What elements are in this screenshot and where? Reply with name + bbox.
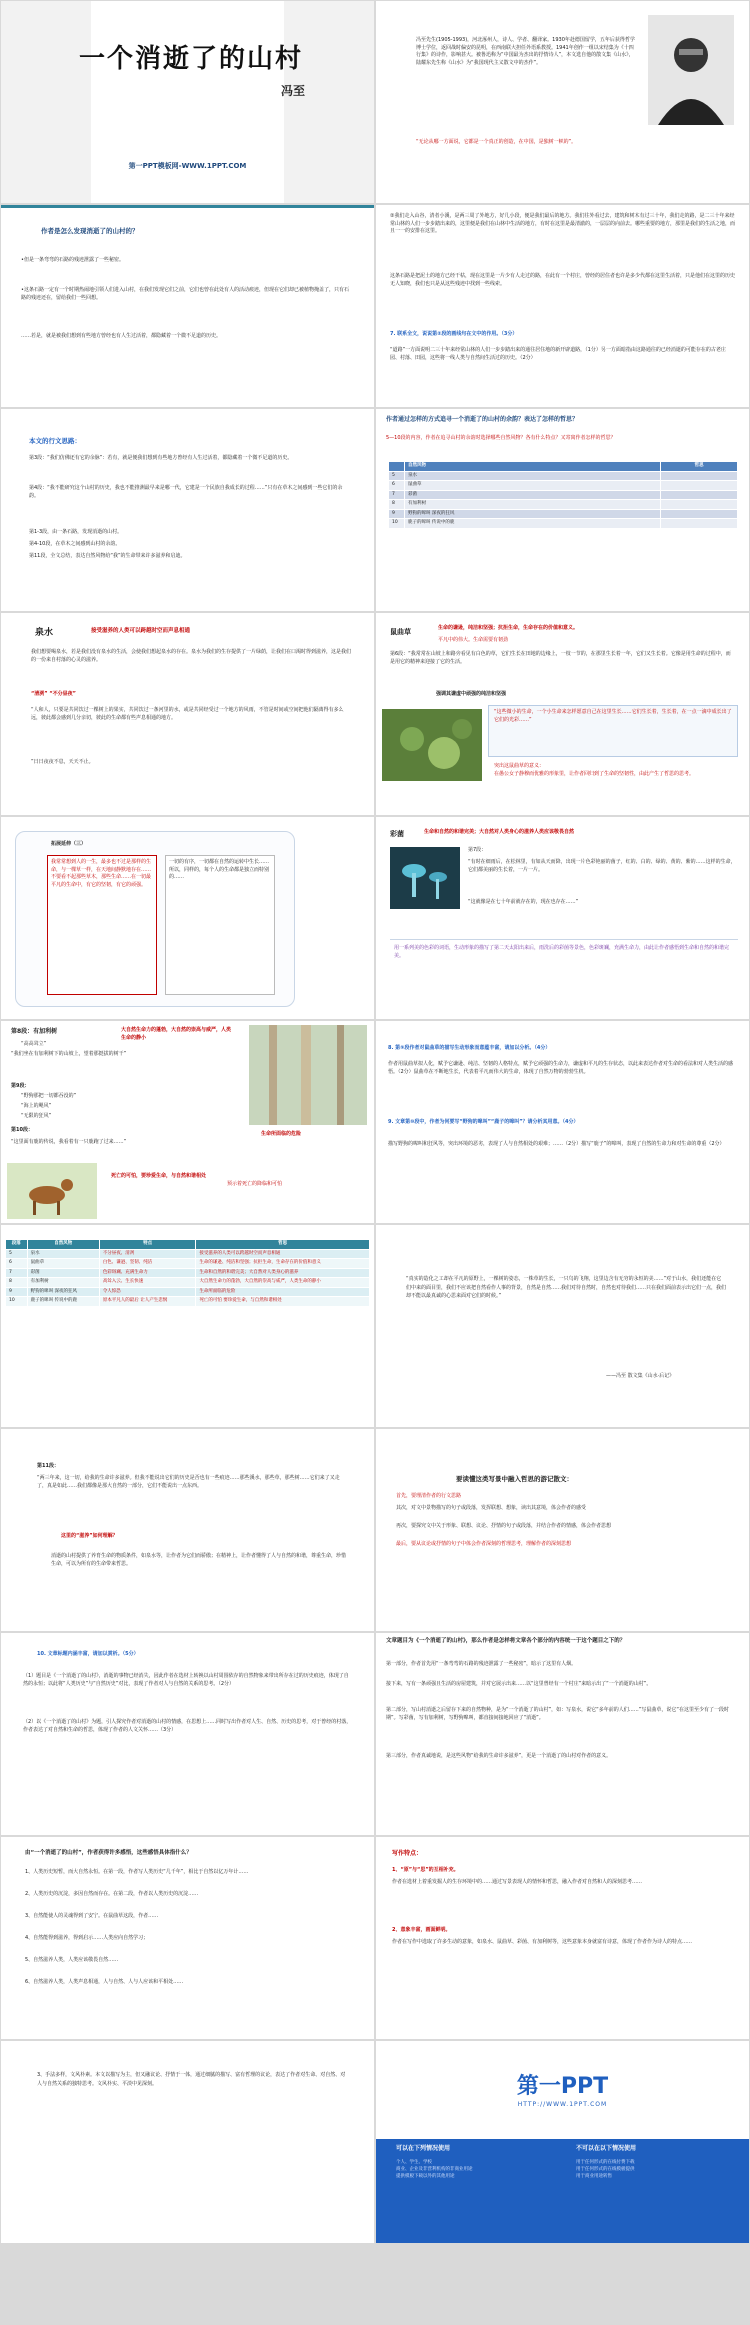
slide-spring bbox=[1, 613, 374, 815]
spring-keywords: “清洌” “不分昼夜” bbox=[31, 691, 76, 697]
slide-philosophy-table bbox=[376, 409, 749, 611]
eucalyptus-label: 第8段：有加利树 bbox=[11, 1028, 58, 1035]
extension-right: 一切的有序，一切都在自然的运转中生长……所以，同样的，每个人的生命都是独立而特别的…… bbox=[169, 859, 270, 880]
cudweed-p3: 强调其谦虚中顽强的纯洁和坚强 bbox=[436, 691, 507, 697]
slide-question-7 bbox=[376, 205, 749, 407]
question-10: 10. 文章标题内涵丰富，请加以赏析。（5分） bbox=[37, 1651, 139, 1657]
slide5-p5: 第11段，全文总结，表达自然风物给“我”的生命带来许多滋养和启迪。 bbox=[29, 553, 186, 559]
nourishment-question: 这里的“滋养”如何理解？ bbox=[61, 1533, 118, 1539]
table-row: 有加利树 bbox=[405, 500, 661, 510]
eucalyptus-q5: “无限的狂风” bbox=[21, 1113, 52, 1119]
style-text: 3、手法多样，文风朴素。本文以描写为主，但又融议论、抒情于一体，通过细腻的描写、富有哲理的议论，表达了作者对生命、对自然、对人与自然关系的独特思考。文风朴实、平淡中见深刻。 bbox=[37, 2072, 346, 2087]
slide-afterword-quote bbox=[376, 1225, 749, 1427]
table-row: 鹿子的嗥叫 传说中的鹿 bbox=[405, 519, 661, 529]
slide-author-intro bbox=[376, 1, 749, 203]
nature-table: 自然风物 哲思 5 泉水 6 鼠曲草 7 彩菌 8 有加利树 9 野狗的嗥叫 深夜的狂风 10 鹿子的嗥叫 传说中的鹿 bbox=[388, 461, 738, 529]
nourishment-answer: 消逝的山村提供了养育生命的物质条件，如泉水等，让作者为它们而骄傲；在精神上，让作者懂得了人与自然的和谐，尊重生命，珍惜生命，可以为所有的生命带来哲思。 bbox=[51, 1553, 347, 1567]
author-portrait bbox=[648, 15, 734, 125]
mushroom-photo bbox=[390, 847, 460, 909]
eucalyptus-q1: “高高耸立” bbox=[21, 1041, 47, 1047]
title-background bbox=[1, 1, 374, 203]
feature-2-text: 作者在写作中选取了许多生动的意象，如泉水、鼠曲草、彩菌、有加利树等，这些意象本身就富有诗意，体现了作者作为诗人的特点…… bbox=[392, 1939, 693, 1945]
cudweed-note: 突出这鼠曲草的意义： 在愚公女子静穆而优雅的形象里，让作者回归到了生命的坚韧性，由此产生了哲思的思考。 bbox=[494, 763, 695, 777]
answer-9: 描写野狗的嗥叫和狂风等，突出环境的恶劣，表现了人与自然相处的艰难；……（2分）描写“鹿子”的嗥叫，表现了自然的生命力和对生命的尊重（2分） bbox=[388, 1141, 725, 1147]
slide6-title: 作者通过怎样的方式追寻一个消逝了的山村的余韵？表达了怎样的哲思？ bbox=[386, 416, 579, 423]
summary-table bbox=[5, 1239, 370, 1307]
mushroom-p2: “有时在细雨后，在松林里，有如从天而降，出现一片色彩艳丽的菌子，红的、白的、绿的、黄的、紫的……这样的生命，它们都美丽的生长着，一片一片。 bbox=[468, 859, 736, 873]
table-row: 鼠曲草 bbox=[405, 481, 661, 491]
slide4-p2: 这条石路是把泥土的地方已经干枯，现在这里是一片少有人走过的路，在此有一个村庄，曾经的居住者也许是多少代都在这里生活着，只是他们在这里的历史无人知晓，我们也只是从这些残迹中找到一些线索。 bbox=[390, 273, 736, 287]
slide-structure bbox=[1, 409, 374, 611]
slide-questions-8-9 bbox=[376, 1021, 749, 1223]
slide-nourishment bbox=[1, 1429, 374, 1631]
slide-mushroom bbox=[376, 817, 749, 1019]
title-unity-p1: 第一部分，作者首先用“一条弯弯的石路的残迹泄露了一些秘密”，暗示了这里有人烟。 bbox=[386, 1661, 577, 1667]
cudweed-quote: “这些微小的生命，一个小生命来怎样愿意自己在这里生长……它们生长着，生长着，在一点一滴中成长出了它们的光彩……” bbox=[494, 709, 732, 723]
title-unity-p2: 接下来，写有一条顽强且生活的房屋建筑，并对它展示出来……以“这里曾经有一个村庄”来暗示出了“一个消逝的山村”。 bbox=[386, 1681, 652, 1687]
eucalyptus-banner: 大自然生命力的蓬勃，大自然的崇高与威严，人类生命的静小 bbox=[121, 1027, 232, 1041]
paragraph-9-label: 第9段： bbox=[11, 1083, 30, 1089]
allowed-heading: 可以在下列情况使用 bbox=[396, 2145, 451, 2152]
title-unity-p4: 第三部分，作者真诚地说，是这些风物“给我的生命许多滋养”，更是一个消逝了的山村对作者的意义。 bbox=[386, 1753, 612, 1759]
author-quote: “无论从哪一方面说，它都是一个真正的创造，在中国，是独树一帜的”。 bbox=[416, 139, 577, 145]
paragraph-10-label: 第10段： bbox=[11, 1127, 33, 1133]
title-unity-question: 文章题目为《一个消逝了的山村》，那么作者是怎样将文章各个部分的内容统一于这个题目之下的？ bbox=[386, 1638, 626, 1644]
slide-reading-method bbox=[376, 1429, 749, 1631]
method-item-3: 再次，要探究文中关于形象、联想、议论、抒情的句子或段落，并结合作者的情感，体会作者思想 bbox=[396, 1523, 612, 1529]
danger-note: 生命所面临的危险 bbox=[261, 1131, 302, 1137]
features-title: 写作特点： bbox=[392, 1850, 423, 1857]
table-row: 5 泉水 不分昼夜、清冽 接受滋养的人类可以跨越时空而声息相通 bbox=[6, 1249, 370, 1259]
insights-title: 由“一个消逝了的山村”，作者获得许多感悟，这些感悟具体指什么？ bbox=[25, 1850, 192, 1856]
extension-left: 我常常想到人的一生，最多也不过是那样的生命，与一棵草一样，在天地间静默地存在……不要看不起那些草木，那些生命……在一切最平凡的生命中，有它的坚韧，有它的顽强。 bbox=[51, 859, 152, 888]
list-item: 商业、企业及非营利机构的非商业用途 bbox=[396, 2167, 473, 2173]
slide-template-info bbox=[376, 2041, 749, 2243]
answer-10-part1: （1）题目是《一个消逝了的山村》，消逝的事物已经消失，因此作者在选材上转换以山村周围依存的自然物象来带出所存在过的历史痕迹，体现了自然的永恒；以此将“人类历史”与“自然历史”对比，表现了作者对人与自然的关系的思考。（2分） bbox=[23, 1673, 349, 1687]
slide5-p2: 第4段：“我不能研究这个山村的历史，我也不能推测最早来是哪一代，它建是一个民族自我成长的过程……”只有在草木之间感到一些它们的余韵。 bbox=[29, 485, 343, 499]
summary-header-philosophy: 哲思 bbox=[196, 1240, 370, 1250]
table-row: 野狗的嗥叫 深夜的狂风 bbox=[405, 509, 661, 519]
deer-photo bbox=[7, 1163, 97, 1219]
slide3-p2: •这条石路一定有一个时期热闹地引领人们进入山村，在我们发现它们之前，它们也曾在此处有人的活动痕迹，但现在它们却已被植物掩盖了，只有石路的残迹还在，留给我们一些回想。 bbox=[21, 287, 349, 301]
method-item-1: 首先，要理清作者的行文思路 bbox=[396, 1493, 462, 1499]
cudweed-banner: 生命的谦逊，纯洁和坚强；抗拒生命，生命存在的价值和意义。 bbox=[438, 625, 579, 631]
table-row: 9 野狗的嗥叫 深夜的狂风 令人惊恐 生命所面临的危险 bbox=[6, 1287, 370, 1297]
slide3-p3: ……若是，就是被我们想到有些地方曾经也有人生过活着，都隐藏着一个微不足道的历史。 bbox=[21, 333, 222, 339]
feature-1-text: 作者在选材上着重发掘人的生存环境中的……通过写景表现人的情怀和哲思，融入作者对自然和人的深刻思考…… bbox=[392, 1879, 643, 1885]
eucalyptus-photo bbox=[249, 1025, 367, 1125]
answer-7: “道路”一方面说明二三十年来经常山林的人们一步步踏出来的通往居住地的新开辟道路，（1分）另一方面暗指由这路通往的已经消逝的可能存在的古老庄园、村落、田园，这些将一线人类与自然间生活过的历史。（2分） bbox=[390, 347, 726, 361]
feature-1-heading: 1、“原”与“思”的互相补充。 bbox=[392, 1867, 459, 1873]
slide-eucalyptus bbox=[1, 1021, 374, 1223]
list-item: 提供模板下载以外的其他用途 bbox=[396, 2174, 455, 2180]
summary-header-nature: 自然风物 bbox=[27, 1240, 99, 1250]
slide-discovery bbox=[1, 205, 374, 407]
list-item: 用于商业用途转售 bbox=[576, 2174, 612, 2180]
feature-2-heading: 2、意象丰富，画面鲜明。 bbox=[392, 1927, 451, 1933]
afterword-source: ——冯至 散文集《山水·后记》 bbox=[606, 1373, 675, 1379]
mushroom-label: 彩菌 bbox=[390, 829, 404, 838]
slide5-p1: 第3段：“我们仿佛还有它的余脉”：若有，就是便我们想到有些地方曾经有人生过活着，都隐藏着一个微不足道的历史。 bbox=[29, 455, 293, 461]
list-item: 1、人类历史短暂，而大自然永恒。在第一段，作者写人类历史“几千年”，相比于自然以亿万年计…… bbox=[25, 1869, 249, 1875]
table-row: 泉水 bbox=[405, 471, 661, 481]
mushroom-p4: 用一系列美的色彩的词语，生动形象的描写了第二天太阳出来后，雨洗后的彩菌等景色，色彩斑斓，充满生命力，由此让作者感悟到生命和自然的和谐完美。 bbox=[394, 945, 730, 959]
summary-header-paragraph: 段落 bbox=[6, 1240, 28, 1250]
page-title: 一个消逝了的山村 bbox=[78, 44, 303, 74]
slide-insights bbox=[1, 1837, 374, 2039]
slide-title bbox=[1, 1, 374, 203]
afterword-quote: “真实的造化之工却在平凡的原野上，一棵树的姿态，一株草的生长，一只鸟的飞翔，这里边含有无穷的永恒的美……”对于山水，我们还能在它们中来的面目里，我们不应该把自然看作人事的背景，自然是自然……我们对待自然时，自然也对待我们……只在我们面前表示出它们一点，我们却不能以最真诚的心思来面对它们的时候。” bbox=[406, 1276, 727, 1299]
slide-summary-table bbox=[1, 1225, 374, 1427]
slide5-p3: 第1-3段，由一条石路，发现消逝的山村。 bbox=[29, 529, 123, 535]
nature-table-header-2: 哲思 bbox=[661, 462, 738, 472]
site-label: 第一PPT模板网-WWW.1PPT.COM bbox=[128, 162, 247, 170]
slide-style bbox=[1, 2041, 374, 2243]
eucalyptus-q2: “我们坐在有加利树下的山坡上，望着那挺拔的树干” bbox=[11, 1051, 127, 1057]
slide-title-unity bbox=[376, 1633, 749, 1835]
cudweed-p1: 平凡中的伟大。生命需要有韧劲 bbox=[438, 637, 509, 643]
spring-p3: “人和人，只要是共同饮过一棵树上的果实，共同饮过一条河里的水，或是共同经受过一个地方的风雨，不管是时间或空间把他们隔离得有多么远，彼此都会感到几分亲切，彼此的生命都有些声息相通的地方。 bbox=[31, 707, 344, 721]
mushroom-p3: “这就像是在七十年前就存在的，现在也存在……” bbox=[468, 899, 579, 905]
slide5-p4: 第4-10段，在草木之间感到山村的余韵。 bbox=[29, 541, 121, 547]
forbidden-heading: 不可以在以下情况使用 bbox=[576, 2145, 637, 2152]
title-unity-p3: 第二部分，写山村消逝之后留存下来的自然物种，是为“一个消逝了的山村”，如：写泉水，说它“多年前的人们……”写鼠曲草，说它“在这里至少有了一段时期”。写彩菌，写有加利树，写野狗嗥叫，都直接间接地回应了“消逝”。 bbox=[386, 1707, 729, 1721]
slide-extension bbox=[1, 817, 374, 1019]
table-row: 7 彩菌 色彩斑斓、充满生命力 生命和自然的和谐完美；大自然对人类身心的滋养 bbox=[6, 1268, 370, 1278]
slide-cudweed bbox=[376, 613, 749, 815]
author-name: 冯至 bbox=[281, 84, 306, 98]
list-item: 3、自然能使人的灵魂得到了安宁。在鼠曲草这段，作者…… bbox=[25, 1913, 159, 1919]
slide5-title: 本文的行文思路： bbox=[29, 437, 81, 445]
list-item: 个人、学生、学校 bbox=[396, 2160, 432, 2165]
list-item: 用于任何形式的在线模板提供 bbox=[576, 2167, 635, 2173]
mushroom-banner: 生命和自然的和谐完美；大自然对人类身心的滋养人类应该敬畏自然 bbox=[424, 829, 575, 835]
death-omen: 预示着死亡的降临和可怕 bbox=[227, 1181, 283, 1187]
table-row: 彩菌 bbox=[405, 490, 661, 500]
list-item: 5、自然滋养人类，人类应该敬畏自然…… bbox=[25, 1957, 119, 1963]
death-note: 死亡的可怕，要珍爱生命，与自然和谐相处 bbox=[111, 1173, 207, 1179]
slide-question-10 bbox=[1, 1633, 374, 1835]
list-item: 6、自然滋养人类，人类声息相通，人与自然、人与人应该和平相处…… bbox=[25, 1979, 184, 1985]
answer-10-part2: （2）以《一个消逝了的山村》为题，引人探究作者对消逝的山村的情感，在思想上……同时写出作者对人生、自然、历史的思考，对于曾经的村落，作者表达了对自然和生命的哲思，体现了作者的人文关怀……（3分） bbox=[23, 1719, 352, 1733]
cudweed-photo bbox=[382, 709, 482, 781]
nature-table-header-1: 自然风物 bbox=[405, 462, 661, 472]
question-8: 8. 第⑨段作者对鼠曲草的描写生动形象而意蕴丰富，请加以分析。（4分） bbox=[388, 1045, 551, 1051]
nourishment-quote: “两三年来，这一切，给我的生命许多滋养。但我不能说出它们的历史是否也有一些痕迹……那些溪水，那些草，那些树……它们来了又走了，真是如此……我们都像是那大自然的一部分，它们不能说出一点东西。 bbox=[37, 1475, 340, 1489]
list-item: 2、人类历史的沉淀，多因自然而存在。在第二段，作者以人类历史的沉淀…… bbox=[25, 1891, 199, 1897]
slide3-p1: •但是一条弯弯的石路的残迹泄露了一些秘密。 bbox=[21, 257, 124, 263]
cudweed-p2: 第6段：“我常常在山坡上和路旁看见有白色的草，它们生长在田地的边缘上，一枝一节的，在那里生长着一年，它们又生长着。它像是用生命的过程中，而是用它的精神来迎接了它的生活。 bbox=[390, 651, 731, 665]
list-item: 4、自然能得到滋养，得到启示……人类应向自然学习； bbox=[25, 1935, 149, 1941]
list-item: 用于任何形式的在线付费下载 bbox=[576, 2160, 635, 2165]
question-7: 7. 联系全文，说说第②段的画线句在文中的作用。（3分） bbox=[390, 331, 518, 337]
cudweed-label: 鼠曲草 bbox=[390, 627, 411, 636]
eucalyptus-q3: “野狗那把一切都吞没的” bbox=[21, 1093, 77, 1099]
table-row: 8 有加利树 高耸入云、生长快速 大自然生命力的蓬勃，大自然的崇高与威严，人类生命的静小 bbox=[6, 1278, 370, 1288]
spring-label: 泉水 bbox=[35, 628, 54, 638]
extension-heading: 拓展延伸（三） bbox=[51, 841, 87, 847]
slide6-sub: 5—10段的内容，作者在追寻山村的余韵时选择哪些自然风物？各有什么特点？又寄寓作者怎样的哲思？ bbox=[386, 435, 616, 441]
spring-p4: ”日日夜夜不息，天天不止。 bbox=[31, 759, 94, 765]
method-item-2: 其次，对文中景物描写的句子或段落，发挥联想、想象，读出其意境，体会作者的感受 bbox=[396, 1505, 587, 1511]
slide-writing-features bbox=[376, 1837, 749, 2039]
mushroom-p1: 第7段： bbox=[468, 847, 487, 853]
spring-p1: 我们想要喝泉水，若是我们没有泉水的生活，会使我们想起泉水的存在。泉水为我们的生存提供了一片绿荫，让我们在口渴时得到滋养，这是我们的一份来自村落的心灵的滋养。 bbox=[31, 649, 352, 663]
paragraph-11-label: 第11段： bbox=[37, 1463, 59, 1469]
ppt-logo: 第一PPT bbox=[516, 2074, 609, 2099]
eucalyptus-q4: “海上的飓风” bbox=[21, 1103, 52, 1109]
method-title: 要读懂这类写景中融入哲思的游记散文： bbox=[456, 1475, 573, 1483]
spring-banner: 接受滋养的人类可以跨越时空而声息相通 bbox=[91, 628, 191, 634]
table-row: 10 鹿子的嗥叫 传说中的鹿 原本平凡人的最后 让人产生悲悯 死亡的可怕 要珍爱生命，与自然和谐相处 bbox=[6, 1297, 370, 1307]
answer-8: 作者用鼠曲草拟人化，赋予它谦逊、纯洁、坚韧的人格特点，赋予它顽强的生命力，谦虚和平凡的生存状态，以此来表达作者对生命的看法和对人类生活的感悟。（2分）鼠曲草在不断地生长，代表着平凡而伟大的生命，体现了自然万物的勃勃生机。 bbox=[388, 1061, 734, 1075]
table-row: 6 鼠曲草 白色、谦逊、坚韧、纯洁 生命的谦逊、纯洁和坚强；抗拒生命，生命存在的价值和意义 bbox=[6, 1259, 370, 1269]
author-intro-text: 冯至先生(1905-1993)，河北涿州人，诗人、学者、翻译家。1930年赴德国留学，五年后获得哲学博士学位，返回战时偏安的昆明，在西南联大担任外语系教授。1941年创作一组以宋结集为《十四行集》的诗作，影响甚大。被鲁迅称为“中国最为杰出的抒情诗人”，本文选自他的散文集《山水》，陆耀东先生称《山水》为“我国现代主义散文中的杰作”。 bbox=[416, 37, 635, 66]
slide3-title: 作者是怎么发现消逝了的山村的？ bbox=[41, 227, 139, 235]
summary-header-feature: 特点 bbox=[99, 1240, 196, 1250]
slide4-p1: ②我们走入山谷，清者小溪，是两三周了外地方，好几小段，便是我们最后的地方。我们往外看过去，建筑和树木有过三十年，我们走的路，是二三十年来经常山林的人们一步步踏出来的，这里便是我们在山林中生活的地方，有时在这里是最清澈的，一层层的向前去。哪些重要的地方，那里是我们的生活之地，而且一一的安排在这里。 bbox=[390, 213, 736, 234]
question-9: 9. 文章第⑩段中，作者为何要写“野狗的嗥叫”“鹿子的嗥叫”？请分析其用意。（4分） bbox=[388, 1119, 579, 1125]
method-item-4: 最后，要从议论或抒情的句子中体会作者深刻的哲理思考，理解作者的深刻思想 bbox=[396, 1541, 572, 1547]
eucalyptus-q6: “这里面有鹿的传说，我看着有一只鹿跑了过来……” bbox=[11, 1139, 127, 1145]
ppt-url[interactable]: HTTP://WWW.1PPT.COM bbox=[517, 2101, 608, 2108]
